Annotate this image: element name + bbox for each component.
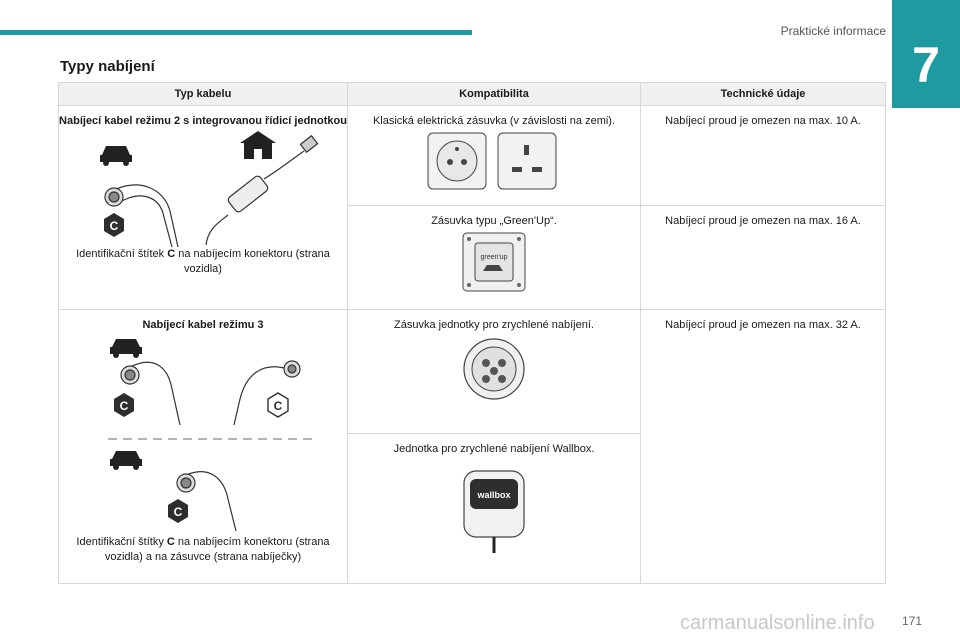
c-label-icon (168, 499, 188, 523)
c-label-icon (114, 393, 134, 417)
compat-text: Jednotka pro zrychlené nabíjení Wallbox. (393, 443, 595, 455)
column-header: Typ kabelu (59, 83, 348, 106)
watermark: carmanualsonline.info (680, 612, 875, 634)
fast-charge-socket-illustration (454, 333, 534, 403)
mode2-cable-illustration (68, 129, 338, 247)
greenup-socket-illustration (459, 229, 529, 293)
car-icon (100, 146, 132, 166)
header-accent-bar (0, 30, 472, 35)
spec-text: Nabíjecí proud je omezen na max. 10 A. (665, 115, 861, 127)
spec-cell (641, 310, 886, 584)
connector-cable (121, 362, 180, 425)
c-label-outline-icon (268, 393, 288, 417)
svg-text:C: C (109, 219, 119, 233)
wallbox-illustration (454, 457, 534, 557)
section-title: Typy nabíjení (60, 58, 155, 75)
chapter-number: 7 (912, 37, 940, 93)
uk-socket-icon (498, 133, 556, 189)
spec-text: Nabíjecí proud je omezen na max. 32 A. (665, 319, 861, 331)
cable-caption: Identifikační štítky C na nabíjecím konektoru (strana vozidla) a na zásuvce (strana nabíječky) (76, 536, 330, 563)
column-header: Kompatibilita (348, 83, 641, 106)
spec-cell (641, 206, 886, 310)
svg-text:C: C (273, 399, 283, 413)
french-socket-icon (428, 133, 486, 189)
cable-title: Nabíjecí kabel režimu 3 (142, 319, 264, 331)
compat-text: Zásuvka jednotky pro zrychlené nabíjení. (394, 319, 594, 331)
svg-text:C: C (173, 505, 183, 519)
svg-text:C: C (119, 399, 129, 413)
cable-title: Nabíjecí kabel režimu 2 s integrovanou řídicí jednotkou (59, 115, 347, 127)
running-header: Praktické informace (780, 24, 886, 38)
cable-cell-mode3 (59, 310, 348, 584)
car-icon (110, 339, 142, 358)
connector-cable (177, 472, 236, 531)
spec-cell (641, 106, 886, 206)
table-header-row (59, 83, 886, 106)
socket-connector-cable (234, 361, 300, 425)
compat-cell-fast-socket (348, 310, 641, 434)
greenup-logo-text: green'up (480, 254, 508, 261)
compat-cell-household (348, 106, 641, 206)
table-row (59, 310, 886, 434)
compat-cell-greenup (348, 206, 641, 310)
wallbox-logo-text: wallbox (477, 490, 511, 500)
compat-cell-wallbox (348, 434, 641, 584)
chapter-tab (892, 0, 960, 108)
c-label-icon (104, 213, 124, 237)
cable-cell-mode2 (59, 106, 348, 310)
compat-text: Zásuvka typu „Green'Up“. (431, 215, 557, 227)
page-number: 171 (901, 614, 922, 628)
house-icon (240, 131, 276, 159)
column-header: Technické údaje (641, 83, 886, 106)
car-icon (110, 451, 142, 470)
cable-caption: Identifikační štítek C na nabíjecím konektoru (strana vozidla) (76, 248, 330, 275)
household-sockets-illustration (424, 129, 564, 191)
compat-text: Klasická elektrická zásuvka (v závislosti na zemi). (372, 115, 616, 127)
table-row (59, 106, 886, 206)
mode3-cable-illustration (68, 333, 338, 535)
charging-types-table (58, 82, 886, 584)
spec-text: Nabíjecí proud je omezen na max. 16 A. (665, 215, 861, 227)
